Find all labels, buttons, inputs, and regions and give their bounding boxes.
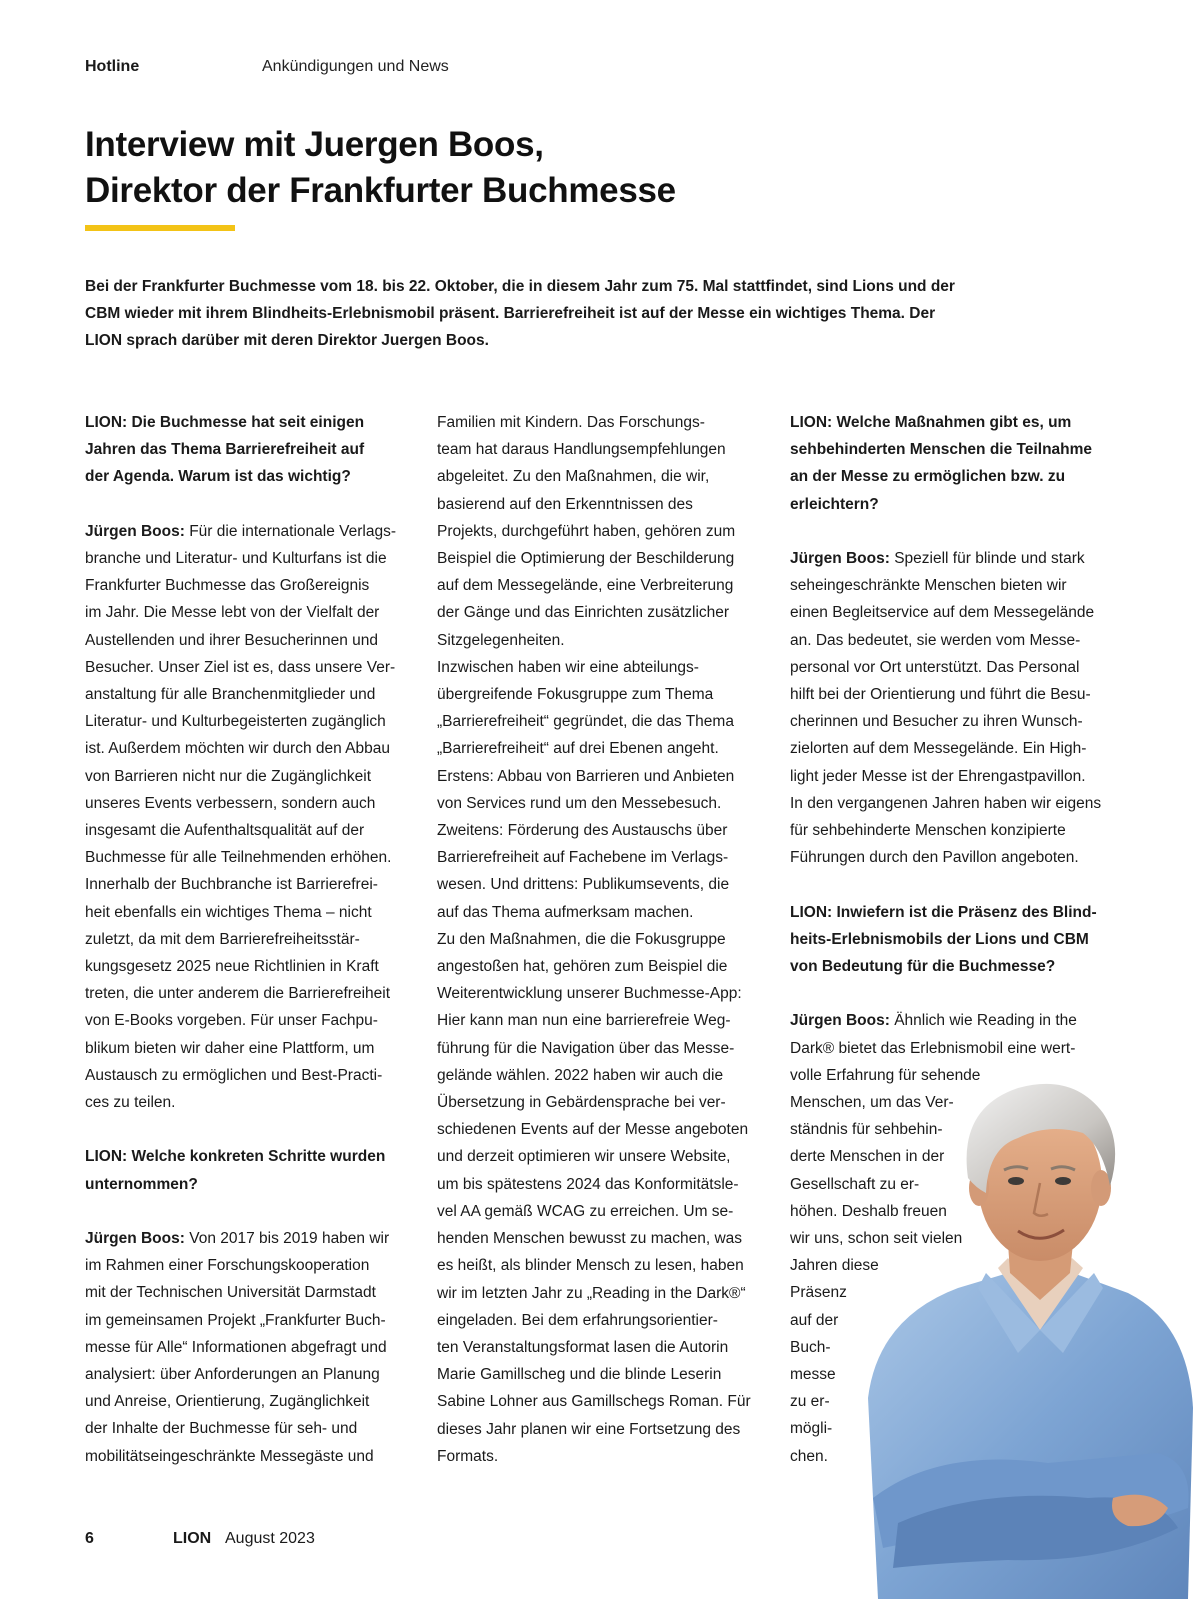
answer-line (85, 1252, 403, 1279)
line-text: chen. (790, 1447, 828, 1465)
question-line (85, 1143, 403, 1170)
line-text: branche und Literatur- und Kulturfans ist die (85, 550, 387, 567)
answer-line (437, 1007, 755, 1034)
answer-line (437, 1388, 755, 1415)
answer-line (85, 708, 403, 735)
answer-line (790, 1035, 1108, 1062)
line-text: ten Veranstaltungsformat lasen die Autorin (437, 1338, 729, 1356)
line-text: Austellenden und ihrer Besucherinnen und (85, 631, 378, 649)
line-text: anstaltung für alle Branchenmitglieder und (85, 686, 376, 704)
answer-line (85, 790, 403, 817)
answer-line (437, 627, 755, 654)
line-text: dieses Jahr planen wir eine Fortsetzung des (437, 1420, 741, 1438)
line-text: personal vor Ort unterstützt. Das Personal (790, 658, 1080, 676)
answer-line (437, 463, 755, 490)
line-text: treten, die unter anderem die Barrierefreiheit (85, 985, 390, 1003)
speaker-label: Jürgen Boos: (790, 1012, 890, 1030)
line-text: „Barrierefreiheit“ auf drei Ebenen angeht. (437, 740, 719, 758)
line-text: für sehbehinderte Menschen konzipierte (790, 822, 1066, 840)
answer-line (437, 1280, 755, 1307)
answer-line (437, 980, 755, 1007)
question-line (85, 436, 403, 463)
answer-line (437, 518, 755, 545)
line-text: Sabine Lohner aus Gamillschegs Roman. Für (437, 1393, 751, 1411)
line-text: eingeladen. Bei dem erfahrungsorientier- (437, 1311, 718, 1329)
answer-line (437, 545, 755, 572)
line-text: seheingeschränkte Menschen bieten wir (790, 577, 1067, 595)
question-line (790, 899, 1108, 926)
line-text: LION: Welche Maßnahmen gibt es, um (790, 414, 1072, 431)
line-text: wir uns, schon seit vielen (790, 1230, 963, 1248)
answer-line (437, 681, 755, 708)
answer-line (85, 654, 403, 681)
issue-date: August 2023 (225, 1530, 315, 1547)
line-text: Sitzgelegenheiten. (437, 631, 565, 649)
line-text: von Bedeutung für die Buchmesse? (790, 958, 1056, 976)
answer-line (437, 491, 755, 518)
line-text: heit ebenfalls ein wichtiges Thema – nicht (85, 903, 372, 921)
line-text: Menschen, um das Ver- (790, 1094, 954, 1112)
answer-line (85, 926, 403, 953)
title-line-1: Interview mit Juergen Boos, (85, 125, 544, 164)
question-line (85, 463, 403, 490)
answer-line (85, 1225, 403, 1252)
line-text: erleichtern? (790, 495, 879, 513)
line-text: und derzeit optimieren wir unsere Website, (437, 1148, 731, 1166)
line-text: Gesellschaft zu er- (790, 1175, 920, 1193)
answer-line (437, 654, 755, 681)
line-text: ständnis für sehbehin- (790, 1121, 943, 1139)
line-text: sehbehinderten Menschen die Teilnahme (790, 441, 1093, 459)
line-text: light jeder Messe ist der Ehrengastpavillon. (790, 767, 1086, 785)
answer-line (437, 817, 755, 844)
answer-line (85, 871, 403, 898)
line-text: an. Das bedeutet, sie werden vom Messe- (790, 631, 1081, 649)
paragraph-gap (85, 1198, 403, 1225)
line-text: kungsgesetz 2025 neue Richtlinien in Kraft (85, 958, 379, 976)
paragraph-gap (85, 491, 403, 518)
line-text: messe (790, 1366, 836, 1384)
text-column-2 (437, 409, 755, 1470)
answer-line (85, 681, 403, 708)
answer-line (437, 572, 755, 599)
line-text: auf der (790, 1311, 839, 1329)
line-text: und Anreise, Orientierung, Zugänglichkeit (85, 1393, 370, 1411)
line-text: von Barrieren nicht nur die Zugänglichkeit (85, 767, 372, 785)
question-line (790, 463, 1108, 490)
line-text: im gemeinsamen Projekt „Frankfurter Buch- (85, 1311, 386, 1329)
line-text: gelände wählen. 2022 haben wir auch die (437, 1066, 724, 1084)
line-text: Jahren diese (790, 1257, 879, 1275)
line-text: Barrierefreiheit auf Fachebene im Verlags- (437, 849, 729, 867)
line-text: wesen. Und drittens: Publikumsevents, die (437, 876, 730, 894)
line-text: Inzwischen haben wir eine abteilungs- (437, 658, 699, 676)
line-text: wir im letzten Jahr zu „Reading in the Dark®“ (437, 1284, 746, 1302)
line-text: mit der Technischen Universität Darmstadt (85, 1284, 376, 1302)
answer-line (437, 1171, 755, 1198)
answer-line (437, 871, 755, 898)
line-text: Literatur- und Kulturbegeisterten zugänglich (85, 713, 386, 731)
line-text: „Barrierefreiheit“ gegründet, die das Thema (437, 713, 734, 731)
paragraph-gap (790, 980, 1108, 1007)
line-text: Für die internationale Verlags- (189, 522, 397, 540)
header-category: Ankündigungen und News (262, 58, 449, 75)
answer-line (437, 1116, 755, 1143)
line-text: LION: Welche konkreten Schritte wurden (85, 1148, 386, 1166)
answer-line (437, 1062, 755, 1089)
line-text: vel AA gemäß WCAG zu erreichen. Um se- (437, 1202, 734, 1220)
answer-line (437, 844, 755, 871)
line-text: Marie Gamillscheg und die blinde Leserin (437, 1366, 722, 1384)
line-text: insgesamt die Aufenthaltsqualität auf der (85, 822, 365, 840)
answer-line (85, 627, 403, 654)
line-text: Führungen durch den Pavillon angeboten. (790, 849, 1079, 867)
answer-line (437, 1334, 755, 1361)
line-text: Familien mit Kindern. Das Forschungs- (437, 414, 705, 431)
line-text: Jahren das Thema Barrierefreiheit auf (85, 441, 365, 459)
line-text: henden Menschen bewusst zu machen, was (437, 1230, 743, 1248)
title-accent-bar (85, 225, 235, 231)
answer-line (437, 436, 755, 463)
speaker-label: Jürgen Boos: (85, 1230, 185, 1248)
line-text: Beispiel die Optimierung der Beschilderung (437, 550, 735, 568)
answer-line (85, 735, 403, 762)
answer-line (790, 627, 1108, 654)
line-text: Erstens: Abbau von Barrieren und Anbieten (437, 767, 735, 785)
line-text: messe für Alle“ Informationen abgefragt und (85, 1338, 387, 1356)
answer-line (437, 708, 755, 735)
line-text: cherinnen und Besucher zu ihren Wunsch- (790, 713, 1083, 731)
line-text: höhen. Deshalb freuen (790, 1202, 947, 1220)
line-text: team hat daraus Handlungsempfehlungen (437, 441, 726, 459)
question-line (85, 409, 403, 436)
paragraph-gap (790, 518, 1108, 545)
line-text: im Rahmen einer Forschungskooperation (85, 1257, 370, 1275)
line-text: basierend auf den Erkenntnissen des (437, 495, 693, 513)
line-text: der Agenda. Warum ist das wichtig? (85, 468, 351, 486)
answer-line (85, 1007, 403, 1034)
line-text: Buch- (790, 1338, 831, 1356)
line-text: übergreifende Fokusgruppe zum Thema (437, 686, 714, 704)
line-text: Präsenz (790, 1284, 847, 1302)
line-text: einen Begleitservice auf dem Messegelände (790, 604, 1095, 622)
answer-line (437, 1443, 755, 1470)
line-text: mögli- (790, 1420, 833, 1438)
line-text: von Services rund um den Messebesuch. (437, 794, 722, 812)
magazine-name: LION (173, 1530, 212, 1547)
line-text: Dark® bietet das Erlebnismobil eine wert- (790, 1039, 1076, 1057)
line-text: In den vergangenen Jahren haben wir eigens (790, 794, 1102, 812)
answer-line (85, 1062, 403, 1089)
answer-line (790, 708, 1108, 735)
line-text: Hier kann man nun eine barrierefreie Weg- (437, 1012, 731, 1030)
answer-line (437, 763, 755, 790)
answer-line (85, 899, 403, 926)
article-title (85, 122, 676, 214)
line-text: ist. Außerdem möchten wir durch den Abbau (85, 740, 390, 758)
answer-line (85, 1279, 403, 1306)
question-line (790, 436, 1108, 463)
line-text: Formats. (437, 1447, 499, 1465)
answer-line (85, 763, 403, 790)
answer-line (790, 1007, 1108, 1034)
line-text: angestoßen hat, gehören zum Beispiel die (437, 958, 728, 976)
line-text: auf dem Messegelände, eine Verbreiterung (437, 577, 734, 595)
answer-line (437, 1089, 755, 1116)
intro-paragraph: Bei der Frankfurter Buchmesse vom 18. bis 22. Oktober, die in diesem Jahr zum 75. Mal stattfindet, sind Lions und der CBM wieder mit ihrem Blindheits-Erlebnismobil präsent. Barrierefreiheit ist auf der Messe ein wichtiges Thema. Der LION sprach darüber mit deren Direktor Juergen Boos. (85, 278, 955, 349)
line-text: zuletzt, da mit dem Barrierefreiheitsstär- (85, 930, 360, 948)
line-text: derte Menschen in der (790, 1148, 945, 1166)
answer-line (790, 735, 1108, 762)
line-text: Von 2017 bis 2019 haben wir (189, 1230, 390, 1248)
question-line (790, 409, 1108, 436)
line-text: von E-Books vorgeben. Für unser Fachpu- (85, 1012, 378, 1030)
answer-line (85, 572, 403, 599)
answer-line (85, 1334, 403, 1361)
line-text: Ähnlich wie Reading in the (894, 1012, 1077, 1030)
line-text: führung für die Navigation über das Messe- (437, 1039, 735, 1057)
answer-line (437, 1307, 755, 1334)
answer-line (85, 1035, 403, 1062)
answer-line (85, 980, 403, 1007)
line-text: unternommen? (85, 1175, 198, 1193)
answer-line (85, 1443, 403, 1470)
answer-line (437, 409, 755, 436)
line-text: schiedenen Events auf der Messe angeboten (437, 1121, 749, 1139)
text-column-1 (85, 409, 403, 1470)
answer-line (790, 572, 1108, 599)
paragraph-gap (790, 871, 1108, 898)
answer-line (85, 545, 403, 572)
answer-line (790, 681, 1108, 708)
question-line (790, 926, 1108, 953)
line-text: im Jahr. Die Messe lebt von der Vielfalt der (85, 604, 380, 622)
answer-line (437, 953, 755, 980)
answer-line (437, 899, 755, 926)
answer-line (437, 1252, 755, 1279)
line-text: unseres Events verbessern, sondern auch (85, 794, 376, 812)
answer-line (85, 817, 403, 844)
line-text: LION: Inwiefern ist die Präsenz des Blind- (790, 903, 1097, 921)
answer-line (437, 1361, 755, 1388)
answer-line (790, 599, 1108, 626)
line-text: Besucher. Unser Ziel ist es, dass unsere Ver- (85, 658, 396, 676)
line-text: es heißt, als blinder Mensch zu lesen, haben (437, 1257, 744, 1275)
question-line (790, 491, 1108, 518)
answer-line (85, 844, 403, 871)
line-text: Frankfurter Buchmesse das Großereignis (85, 577, 370, 595)
answer-line (437, 1035, 755, 1062)
line-text: volle Erfahrung für sehende (790, 1066, 981, 1084)
line-text: analysiert: über Anforderungen an Planung (85, 1366, 380, 1384)
answer-line (790, 545, 1108, 572)
answer-line (85, 1415, 403, 1442)
line-text: zu er- (790, 1393, 830, 1411)
line-text: Speziell für blinde und stark (894, 550, 1085, 567)
line-text: Innerhalb der Buchbranche ist Barrierefrei- (85, 876, 378, 894)
page-number: 6 (85, 1530, 94, 1547)
answer-line (85, 1089, 403, 1116)
answer-line (85, 1307, 403, 1334)
answer-line (437, 790, 755, 817)
answer-line (85, 518, 403, 545)
line-text: an der Messe zu ermöglichen bzw. zu (790, 468, 1066, 486)
answer-line (437, 1225, 755, 1252)
header-section: Hotline (85, 58, 140, 75)
portrait-photo (858, 1068, 1200, 1599)
line-text: blikum bieten wir daher eine Plattform, um (85, 1039, 375, 1057)
line-text: hilft bei der Orientierung und führt die Besu- (790, 686, 1091, 704)
speaker-label: Jürgen Boos: (85, 522, 185, 540)
question-line (790, 953, 1108, 980)
line-text: um bis spätestens 2024 das Konformitätsle- (437, 1175, 739, 1193)
answer-line (437, 599, 755, 626)
answer-line (790, 817, 1108, 844)
answer-line (437, 1416, 755, 1443)
question-line (85, 1171, 403, 1198)
paragraph-gap (85, 1116, 403, 1143)
answer-line (790, 654, 1108, 681)
answer-line (790, 790, 1108, 817)
answer-line (437, 1143, 755, 1170)
line-text: LION: Die Buchmesse hat seit einigen (85, 414, 365, 431)
line-text: Projekts, durchgeführt haben, gehören zum (437, 522, 736, 540)
answer-line (437, 926, 755, 953)
speaker-label: Jürgen Boos: (790, 550, 890, 567)
line-text: Buchmesse für alle Teilnehmenden erhöhen. (85, 849, 392, 867)
line-text: zielorten auf dem Messegelände. Ein High- (790, 740, 1087, 758)
line-text: Weiterentwicklung unserer Buchmesse-App: (437, 985, 742, 1003)
answer-line (437, 735, 755, 762)
title-line-2: Direktor der Frankfurter Buchmesse (85, 171, 676, 210)
line-text: mobilitätseingeschränkte Messegäste und (85, 1447, 374, 1465)
answer-line (790, 763, 1108, 790)
answer-line (790, 844, 1108, 871)
line-text: Zu den Maßnahmen, die die Fokusgruppe (437, 930, 726, 948)
line-text: der Inhalte der Buchmesse für seh- und (85, 1420, 358, 1438)
line-text: Zweitens: Förderung des Austauschs über (437, 822, 728, 840)
line-text: abgeleitet. Zu den Maßnahmen, die wir, (437, 468, 710, 486)
line-text: heits-Erlebnismobils der Lions und CBM (790, 930, 1089, 948)
answer-line (85, 1361, 403, 1388)
line-text: Austausch zu ermöglichen und Best-Practi- (85, 1066, 383, 1084)
line-text: auf das Thema aufmerksam machen. (437, 903, 694, 921)
line-text: ces zu teilen. (85, 1094, 176, 1112)
answer-line (85, 1388, 403, 1415)
answer-line (85, 953, 403, 980)
line-text: der Gänge und das Einrichten zusätzlicher (437, 604, 730, 622)
line-text: Übersetzung in Gebärdensprache bei ver- (437, 1094, 726, 1112)
answer-line (437, 1198, 755, 1225)
answer-line (85, 599, 403, 626)
